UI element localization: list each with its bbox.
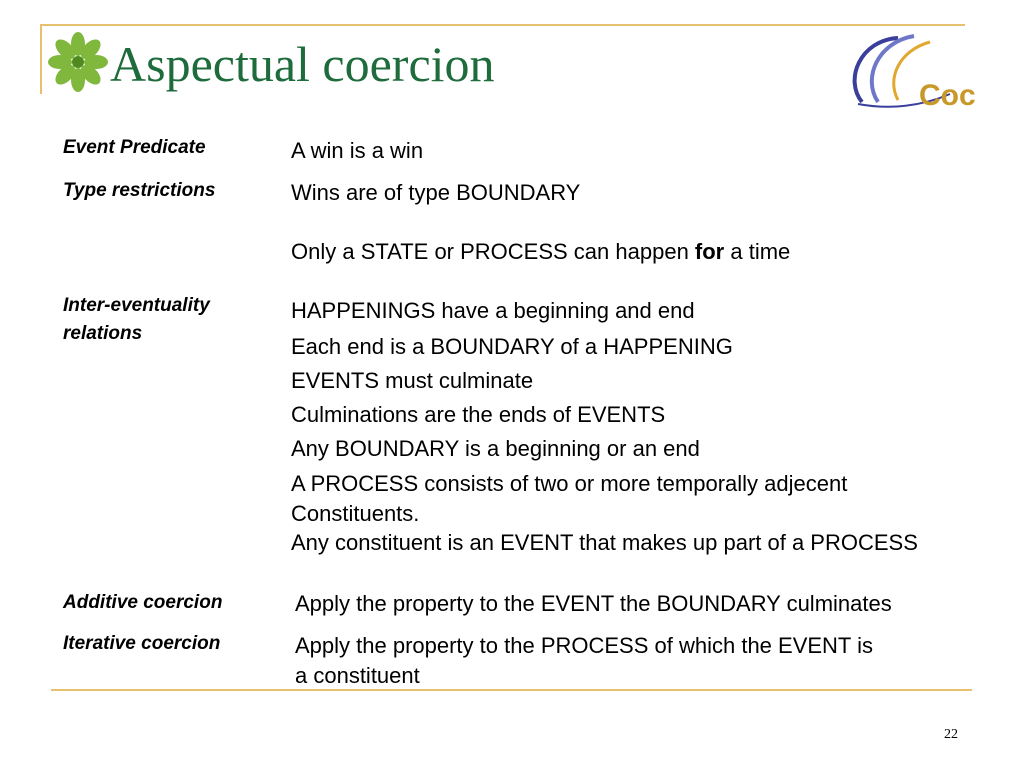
rich-bold: for — [694, 239, 725, 264]
label-type-restrictions: Type restrictions — [63, 180, 216, 201]
label-iterative-coercion: Iterative coercion — [63, 633, 221, 654]
text-additive-coercion: Apply the property to the EVENT the BOUNDARY culminates — [295, 591, 892, 616]
corner-logo-text: Coc — [919, 79, 976, 112]
label-additive-coercion: Additive coercion — [63, 592, 223, 613]
flower-logo-icon — [46, 30, 110, 94]
text-event-predicate: A win is a win — [291, 138, 424, 163]
bottom-border — [51, 689, 972, 691]
text-inter-eventuality-1: HAPPENINGS have a beginning and end — [291, 298, 695, 323]
top-border — [40, 24, 965, 26]
text-iterative-coercion-2: a constituent — [295, 663, 420, 688]
text-iterative-coercion-1: Apply the property to the PROCESS of which the EVENT is — [295, 633, 873, 658]
left-border — [40, 24, 42, 94]
text-type-restrictions-2 — [291, 236, 790, 268]
page-number: 22 — [944, 727, 958, 742]
slide-title: Aspectual coercion — [110, 36, 495, 92]
text-inter-eventuality-8: Any constituent is an EVENT that makes up part of a PROCESS — [291, 530, 918, 555]
text-type-restrictions-1: Wins are of type BOUNDARY — [291, 180, 581, 205]
label-inter-eventuality-1: Inter-eventuality — [63, 295, 210, 316]
flower-center — [72, 56, 84, 68]
label-event-predicate: Event Predicate — [63, 137, 206, 158]
text-inter-eventuality-6: A PROCESS consists of two or more temporally adjecent — [291, 471, 848, 496]
label-inter-eventuality-2: relations — [63, 323, 143, 344]
corner-logo — [840, 26, 976, 112]
rich-after: a time — [724, 239, 791, 264]
rich-before: Only a STATE or PROCESS can happen — [291, 239, 695, 264]
text-inter-eventuality-7: Constituents. — [291, 501, 420, 526]
text-inter-eventuality-4: Culminations are the ends of EVENTS — [291, 402, 666, 427]
text-inter-eventuality-5: Any BOUNDARY is a beginning or an end — [291, 436, 700, 461]
text-inter-eventuality-2: Each end is a BOUNDARY of a HAPPENING — [291, 334, 733, 359]
text-inter-eventuality-3: EVENTS must culminate — [291, 368, 534, 393]
